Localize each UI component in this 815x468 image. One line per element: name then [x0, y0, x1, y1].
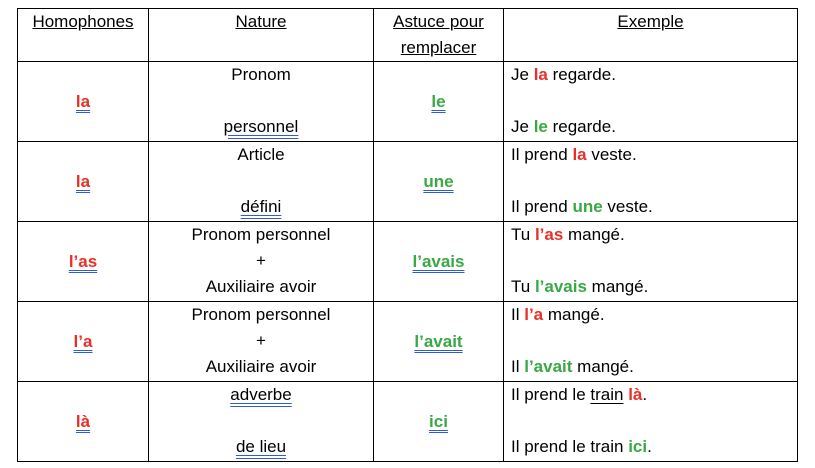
nature-line: Auxiliaire avoir [205, 277, 317, 296]
homophone-word: l’a [73, 331, 93, 351]
nature-line [149, 88, 373, 114]
nature-line [149, 168, 373, 194]
nature-line: Pronom personnel [191, 225, 331, 244]
homophone-word: la [75, 91, 91, 111]
tip-word: ici [429, 411, 448, 431]
nature-line: Pronom personnel [191, 305, 331, 324]
header-homophones-label: Homophones [32, 12, 134, 31]
table-row [18, 302, 798, 382]
example-sentence: Il prend le train ici. [511, 437, 652, 456]
tip-cell [374, 382, 504, 462]
header-row [18, 9, 798, 62]
tip-word: l’avais [412, 251, 465, 271]
nature-line: + [256, 251, 266, 270]
homophone-cell [18, 302, 149, 382]
nature-cell [149, 302, 374, 382]
table-row [18, 142, 798, 222]
header-tip [374, 9, 504, 62]
example-sentence: Je la regarde. [511, 65, 616, 84]
nature-cell [149, 382, 374, 462]
homophone-cell [18, 142, 149, 222]
header-nature-label: Nature [235, 12, 287, 31]
example-sentence: Il prend une veste. [511, 197, 653, 216]
example-cell [504, 62, 798, 142]
example-cell [504, 302, 798, 382]
table-row [18, 222, 798, 302]
nature-cell [149, 222, 374, 302]
example-sentence: Il prend la veste. [511, 145, 637, 164]
nature-cell [149, 142, 374, 222]
example-sentence: Il prend le train là. [511, 385, 648, 404]
nature-line: de lieu [235, 437, 287, 456]
header-tip-label-1: Astuce pour [393, 12, 484, 31]
homophone-word: la [75, 171, 91, 191]
header-example-label: Exemple [617, 12, 684, 31]
header-nature [149, 9, 374, 62]
header-tip-label-2: remplacer [400, 38, 477, 57]
homophones-table [17, 8, 798, 462]
nature-line: Article [237, 145, 285, 164]
tip-cell [374, 302, 504, 382]
homophone-word: l’as [68, 251, 98, 271]
header-homophones [18, 9, 149, 62]
homophone-cell [18, 382, 149, 462]
tip-word: une [423, 171, 454, 191]
nature-line: Pronom [231, 65, 291, 84]
homophone-cell [18, 62, 149, 142]
nature-line: adverbe [230, 385, 292, 404]
example-cell [504, 382, 798, 462]
header-example [504, 9, 798, 62]
tip-cell [374, 222, 504, 302]
example-cell [504, 222, 798, 302]
example-sentence: Je le regarde. [511, 117, 616, 136]
nature-line: + [256, 331, 266, 350]
table-row [18, 62, 798, 142]
example-sentence: Tu l’avais mangé. [511, 277, 649, 296]
nature-line: personnel [223, 117, 299, 136]
tip-cell [374, 142, 504, 222]
nature-cell [149, 62, 374, 142]
table-row [18, 382, 798, 462]
tip-word: le [431, 91, 446, 111]
tip-word: l’avait [414, 331, 463, 351]
example-sentence: Il l’avait mangé. [511, 357, 634, 376]
homophone-word: là [75, 411, 91, 431]
tip-cell [374, 62, 504, 142]
homophone-cell [18, 222, 149, 302]
nature-line: Auxiliaire avoir [205, 357, 317, 376]
nature-line: défini [240, 197, 282, 216]
example-cell [504, 142, 798, 222]
nature-line [149, 408, 373, 434]
example-sentence: Tu l’as mangé. [511, 225, 625, 244]
example-sentence: Il l’a mangé. [511, 305, 605, 324]
